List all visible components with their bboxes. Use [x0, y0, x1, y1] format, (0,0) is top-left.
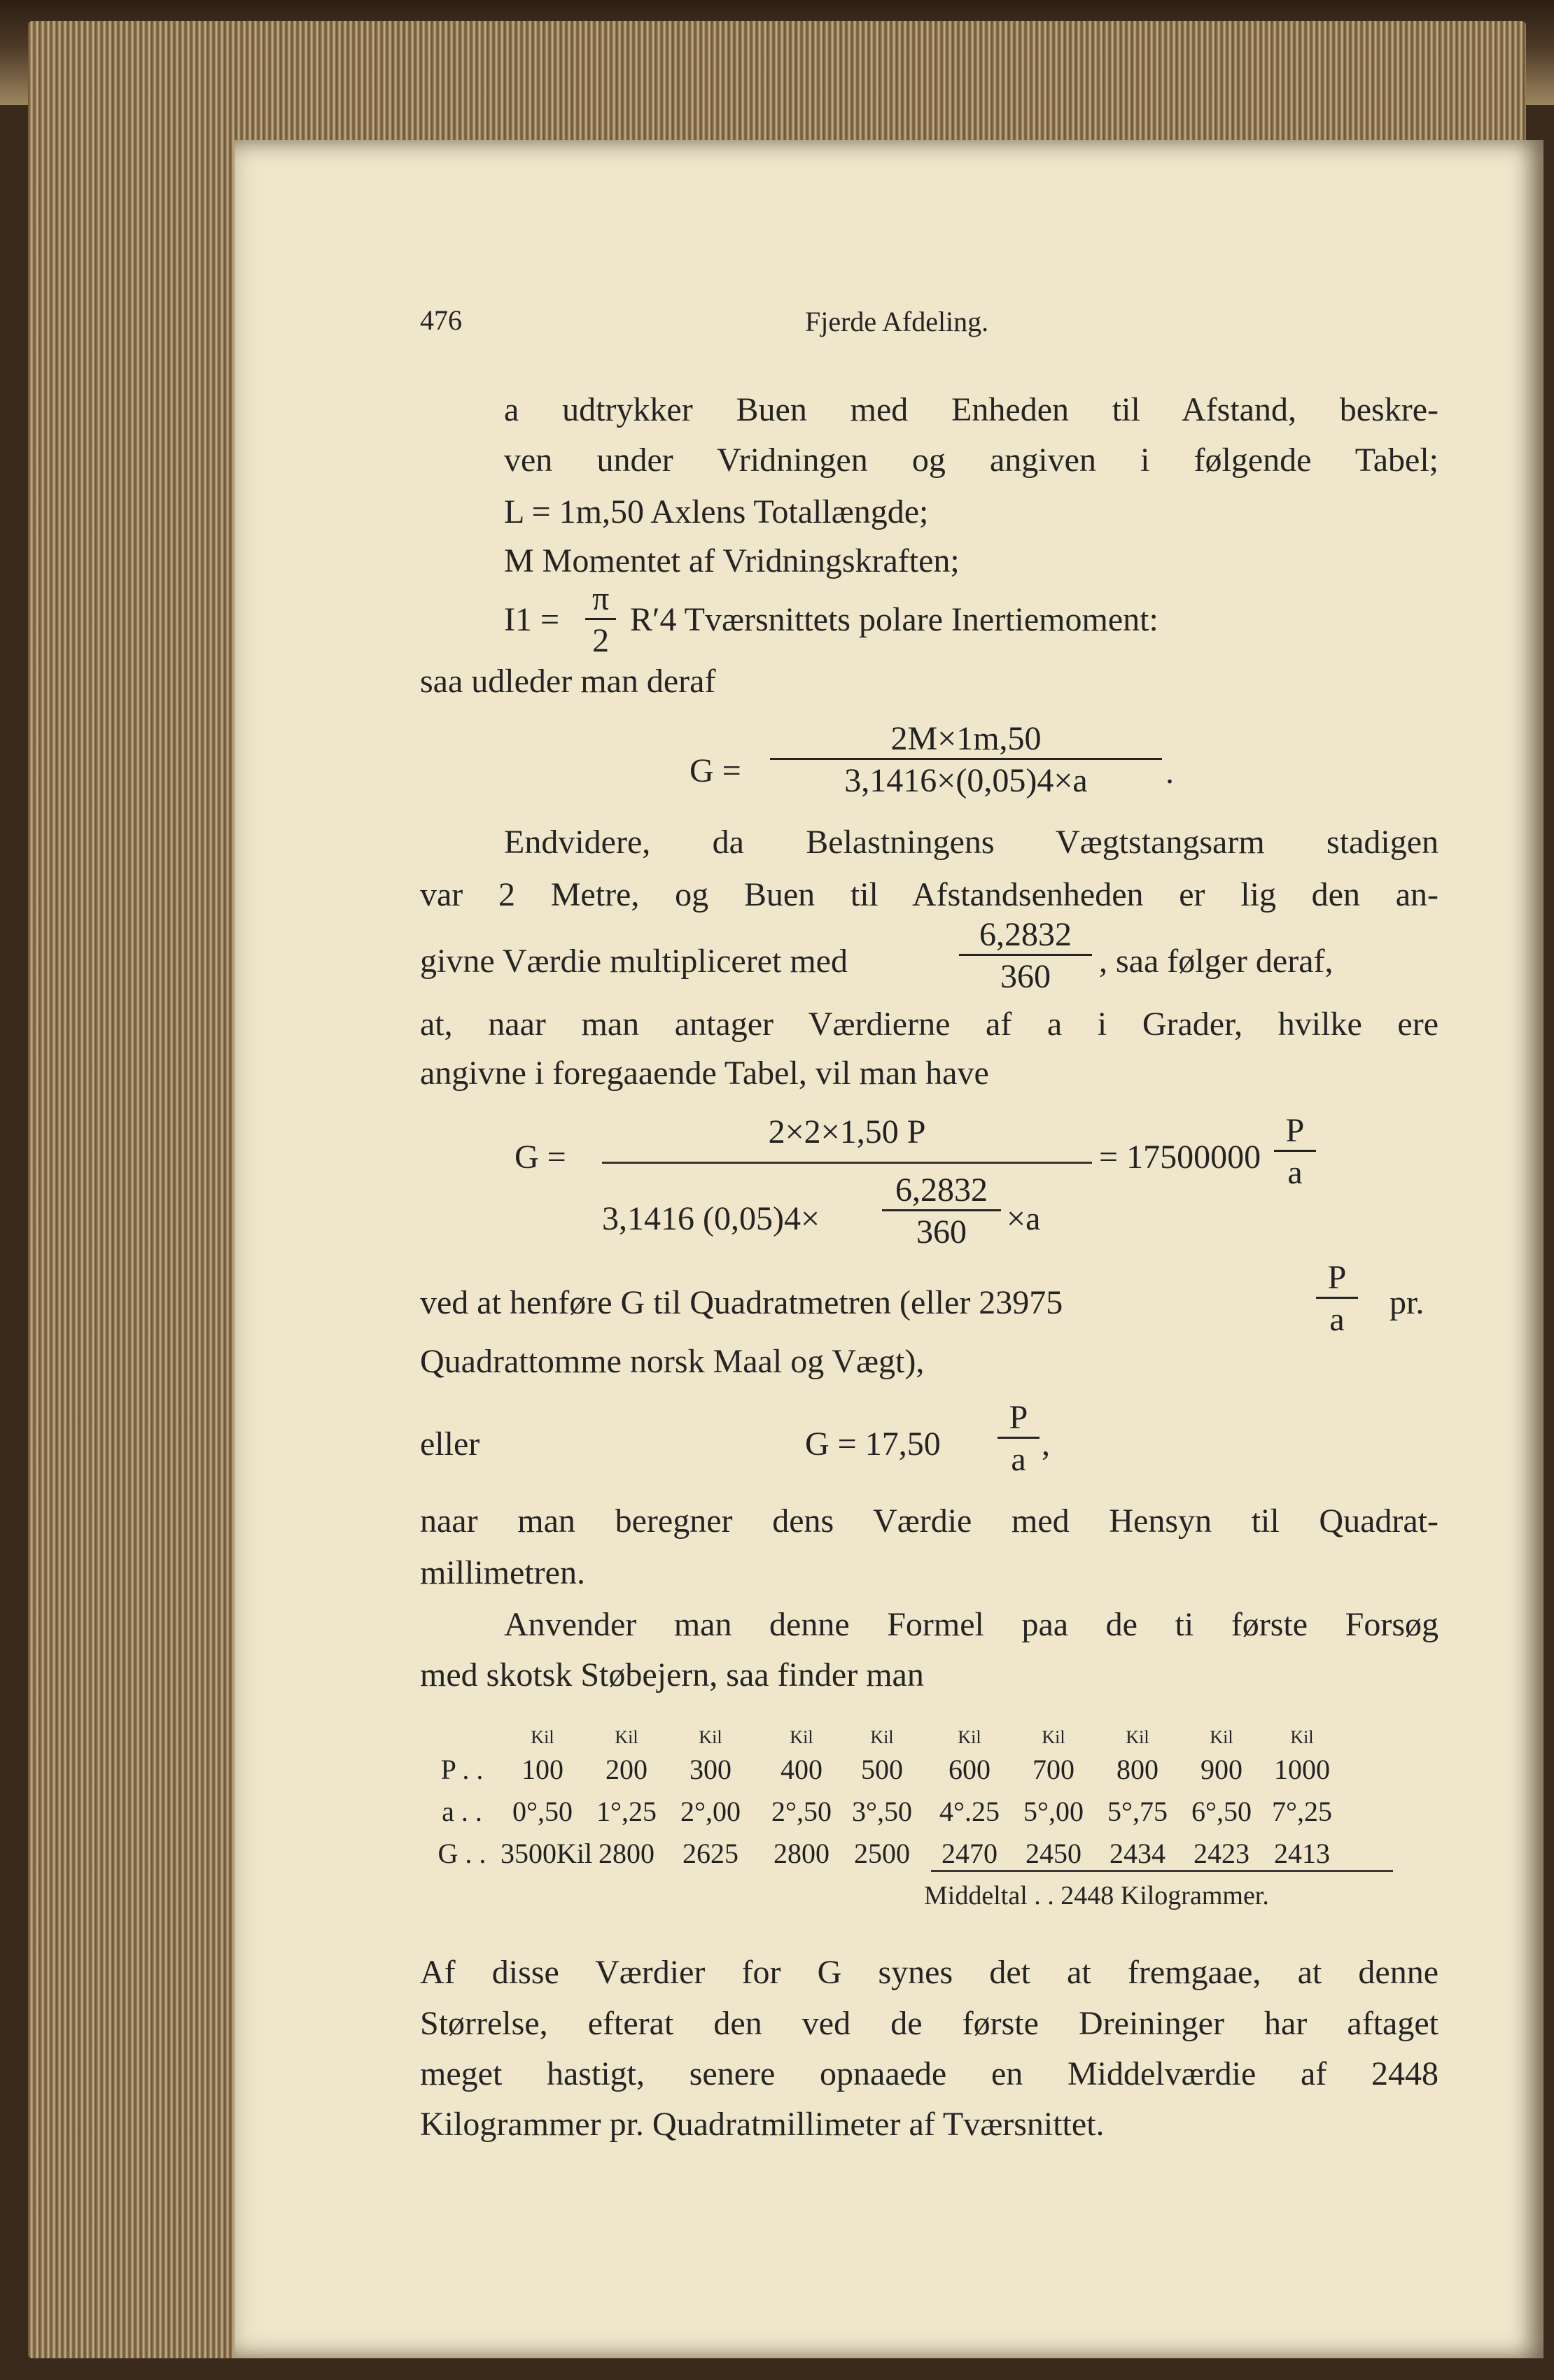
table-cell: 2470 — [941, 1838, 997, 1869]
table-cell: 2423 — [1194, 1838, 1250, 1869]
fraction-numerator: 6,2832 — [895, 1171, 988, 1209]
table-cell: 7°,25 — [1272, 1796, 1332, 1827]
fraction-denominator: 360 — [882, 1209, 1001, 1251]
text-line: , — [1042, 1425, 1050, 1463]
unit-label: Kil — [531, 1727, 554, 1747]
equation-rhs: = 17500000 — [1099, 1139, 1261, 1176]
fraction-numerator: π — [592, 580, 610, 617]
row-label: a . . — [442, 1796, 482, 1827]
table-cell: 2°,00 — [680, 1796, 741, 1827]
table-cell: 6°,50 — [1191, 1796, 1252, 1827]
table-cell: 1000 — [1274, 1754, 1330, 1785]
text-line: Quadrattomme norsk Maal og Vægt), — [420, 1343, 925, 1380]
table-cell: 0°,50 — [512, 1796, 573, 1827]
text-line: naar man beregner dens Værdie med Hensyn til Quadrat- — [420, 1502, 1438, 1540]
row-label: P . . — [440, 1754, 484, 1785]
table-cell: 400 — [780, 1754, 822, 1785]
text-line: meget hastigt, senere opnaaede en Middelværdie af 2448 — [420, 2055, 1438, 2092]
unit-label: Kil — [958, 1727, 981, 1747]
equation-g: G = 17,50 — [805, 1425, 941, 1463]
text-line: ved at henføre G til Quadratmetren (eller 23975 — [420, 1284, 1063, 1321]
unit-label: Kil — [1042, 1727, 1065, 1747]
text-line: Størrelse, efterat den ved de første Dreininger har aftaget — [420, 2005, 1438, 2042]
equation-numerator: 2×2×1,50 P — [768, 1113, 926, 1150]
equation-denominator-part: ×a — [1007, 1200, 1041, 1237]
table-cell: 2413 — [1274, 1838, 1330, 1869]
table-rule — [931, 1870, 1393, 1872]
fraction-denominator: a — [997, 1437, 1040, 1479]
text-line: R′4 Tværsnittets polare Inertiemoment: — [630, 601, 1158, 638]
fraction-denominator: a — [1316, 1297, 1358, 1339]
text-line: pr. — [1390, 1284, 1424, 1321]
table-cell: 500 — [861, 1754, 903, 1785]
equation-lhs: G = — [514, 1139, 566, 1176]
text-line: saa udleder man deraf — [420, 663, 716, 700]
table-cell: 900 — [1200, 1754, 1242, 1785]
row-label: G . . — [438, 1838, 486, 1869]
unit-label: Kil — [615, 1727, 638, 1747]
text-line: eller — [420, 1425, 480, 1463]
text-line: L = 1m,50 Axlens Totallængde; — [504, 493, 929, 530]
table-cell: 3500Kil — [500, 1838, 593, 1869]
table-footer: Middeltal . . 2448 Kilogrammer. — [924, 1881, 1269, 1910]
table-cell: 800 — [1116, 1754, 1158, 1785]
text-line: med skotsk Støbejern, saa finder man — [420, 1656, 924, 1694]
fraction-numerator: 2M×1m,50 — [890, 720, 1042, 757]
table-cell: 2°,50 — [771, 1796, 832, 1827]
table-cell: 2800 — [774, 1838, 830, 1869]
text-line: Endvidere, da Belastningens Vægtstangsarm stadigen — [504, 824, 1438, 861]
unit-label: Kil — [1126, 1727, 1149, 1747]
fraction-numerator: P — [1285, 1112, 1305, 1149]
fraction-denominator: 360 — [959, 954, 1092, 996]
text-line: ven under Vridningen og angiven i følgende Tabel; — [504, 442, 1438, 479]
page-number: 476 — [420, 304, 462, 336]
table-cell: 2434 — [1110, 1838, 1166, 1869]
table-cell: 100 — [522, 1754, 564, 1785]
unit-label: Kil — [699, 1727, 722, 1747]
table-cell: 2625 — [682, 1838, 738, 1869]
text-line: Kilogrammer pr. Quadratmillimeter af Tværsnittet. — [420, 2106, 1105, 2143]
fraction-denominator: 3,1416×(0,05)4×a — [770, 758, 1162, 800]
text-line: M Momentet af Vridningskraften; — [504, 542, 960, 579]
text-line: millimetren. — [420, 1554, 585, 1591]
table-cell: 2450 — [1026, 1838, 1082, 1869]
table-cell: 2500 — [854, 1838, 910, 1869]
unit-label: Kil — [790, 1727, 813, 1747]
fraction-numerator: P — [1327, 1259, 1347, 1296]
fraction-numerator: P — [1009, 1399, 1028, 1436]
text-line: Anvender man denne Formel paa de ti første Forsøg — [504, 1606, 1438, 1643]
table-cell: 4°.25 — [939, 1796, 1000, 1827]
text-line: at, naar man antager Værdierne af a i Grader, hvilke ere — [420, 1006, 1438, 1043]
table-cell: 1°,25 — [596, 1796, 657, 1827]
text-line: Af disse Værdier for G synes det at fremgaae, at denne — [420, 1954, 1438, 1991]
table-cell: 300 — [690, 1754, 732, 1785]
table-cell: 600 — [948, 1754, 990, 1785]
text-line: angivne i foregaaende Tabel, vil man have — [420, 1055, 989, 1092]
equation-period: . — [1166, 754, 1174, 791]
text-line: givne Værdie multipliceret med — [420, 943, 848, 980]
fraction-denominator: 2 — [585, 618, 616, 660]
table-cell: 2800 — [598, 1838, 654, 1869]
equation-denominator-part: 3,1416 (0,05)4× — [602, 1200, 820, 1237]
table-cell: 5°,00 — [1023, 1796, 1084, 1827]
text-line: a udtrykker Buen med Enheden til Afstand, beskre- — [504, 391, 1438, 428]
fraction-numerator: 6,2832 — [979, 916, 1072, 953]
fraction-denominator: a — [1274, 1150, 1316, 1192]
unit-label: Kil — [870, 1727, 894, 1747]
equation-lhs: G = — [690, 752, 741, 789]
formula-label: I1 = — [504, 601, 560, 638]
running-title: Fjerde Afdeling. — [805, 306, 989, 337]
table-cell: 200 — [606, 1754, 648, 1785]
table-cell: 700 — [1032, 1754, 1074, 1785]
table-cell: 3°,50 — [852, 1796, 912, 1827]
text-line: var 2 Metre, og Buen til Afstandsenheden er lig den an- — [420, 876, 1438, 913]
unit-label: Kil — [1290, 1727, 1314, 1747]
text-line: , saa følger deraf, — [1099, 943, 1334, 980]
table-cell: 5°,75 — [1107, 1796, 1168, 1827]
unit-label: Kil — [1210, 1727, 1233, 1747]
